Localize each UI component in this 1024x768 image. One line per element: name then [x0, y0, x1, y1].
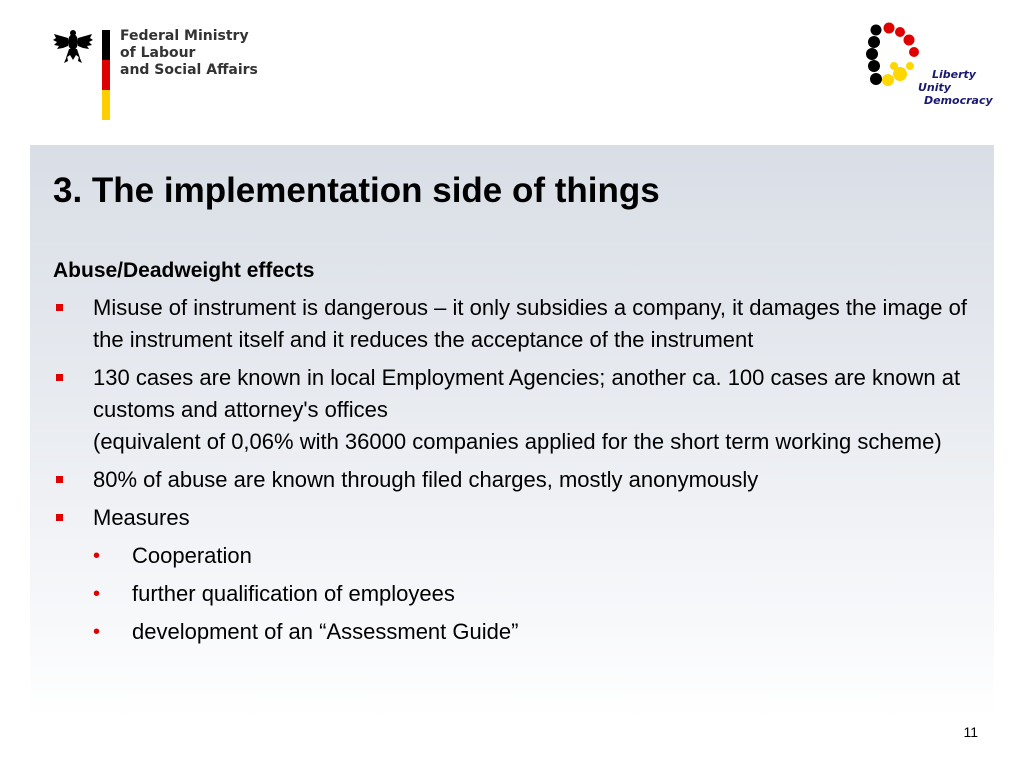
square-bullet-icon — [56, 374, 63, 381]
slide-content — [53, 258, 983, 654]
dot-bullet-icon: • — [93, 583, 101, 605]
logo-line: Unity — [918, 81, 951, 94]
slide-title: 3. The implementation side of things — [53, 171, 660, 210]
bullet-item — [53, 464, 983, 496]
logo-text — [918, 68, 993, 107]
square-bullet-icon — [56, 304, 63, 311]
sub-bullet-item — [53, 616, 983, 648]
bullet-item — [53, 362, 983, 458]
ministry-line: and Social Affairs — [120, 62, 258, 78]
slide-header — [0, 0, 1024, 145]
bullet-item — [53, 292, 983, 356]
ministry-name — [120, 28, 258, 79]
bullet-text: Measures — [93, 505, 190, 530]
page-number: 11 — [963, 724, 978, 740]
ministry-line: Federal Ministry — [120, 28, 249, 44]
federal-eagle-icon — [52, 28, 94, 64]
ministry-line: of Labour — [120, 45, 196, 61]
bullet-text: 130 cases are known in local Employment Agencies; another ca. 100 cases are known at customs and attorney's offices — [93, 365, 961, 422]
sub-bullet-text: Cooperation — [132, 543, 252, 568]
bullet-text: 80% of abuse are known through filed charges, mostly anonymously — [93, 467, 759, 492]
sub-bullet-text: further qualification of employees — [132, 581, 455, 606]
square-bullet-icon — [56, 514, 63, 521]
bullet-item — [53, 502, 983, 534]
logo-line: Liberty — [932, 68, 976, 81]
bullet-text: Misuse of instrument is dangerous – it only subsidies a company, it damages the image of the instrument itself and it reduces the acceptance of the instrument — [93, 295, 967, 352]
sub-bullet-text: development of an “Assessment Guide” — [132, 619, 519, 644]
bullet-text-continuation: (equivalent of 0,06% with 36000 companies applied for the short term working scheme) — [93, 429, 942, 454]
logo-line: Democracy — [924, 94, 993, 107]
sub-bullet-item — [53, 540, 983, 572]
subheading: Abuse/Deadweight effects — [53, 259, 315, 282]
german-flag-bar — [102, 30, 110, 120]
square-bullet-icon — [56, 476, 63, 483]
sub-bullet-item — [53, 578, 983, 610]
dot-bullet-icon: • — [93, 621, 101, 643]
dot-bullet-icon: • — [93, 545, 101, 567]
